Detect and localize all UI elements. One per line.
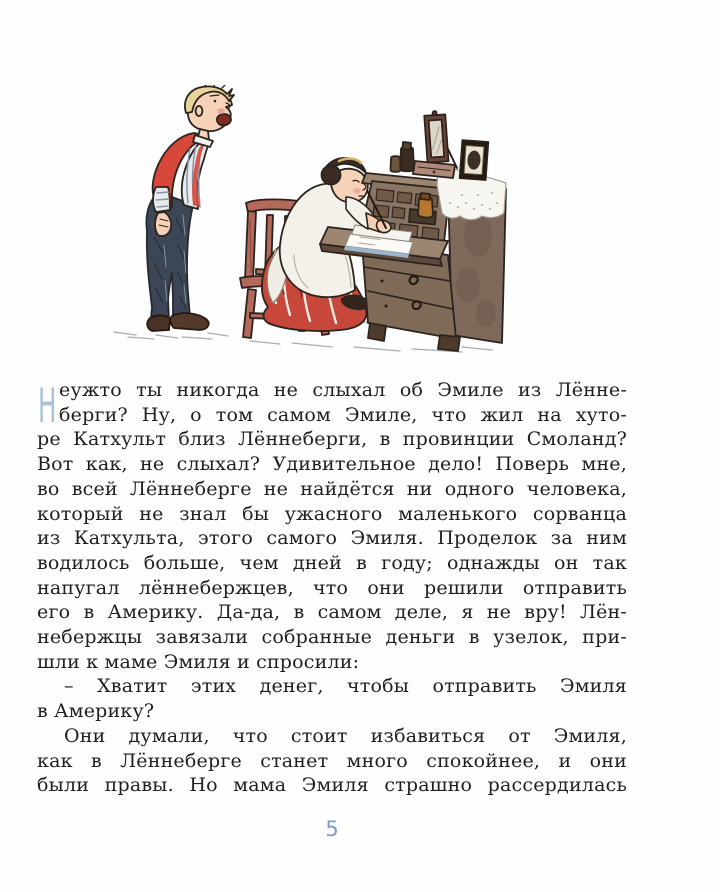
- text-line: его в Америку. Да-да, в самом деле, я не вру! Лён-: [37, 601, 627, 624]
- text-line: ре Катхульт близ Лённеберги, в провинции Смоланд?: [37, 428, 627, 451]
- text-line: который не знал бы ужасного маленького сорванца: [37, 502, 627, 525]
- text-line: берги? Ну, о том самом Эмиле, что жил на хуто-: [59, 403, 627, 426]
- text-line: во всей Лённеберге не найдётся ни одного человека,: [37, 477, 627, 500]
- text-line: – Хватит этих денег, чтобы отправить Эмиля: [64, 675, 627, 698]
- dropcap-letter: Н: [38, 379, 57, 434]
- text-line: Они думали, что стоит избавиться от Эмиля,: [64, 724, 627, 747]
- story-text: [37, 378, 627, 798]
- emil-figure: [146, 85, 234, 331]
- picture-frame: [460, 140, 489, 180]
- text-line: в Америку?: [37, 700, 155, 723]
- book-illustration: [110, 85, 515, 355]
- first-paragraph-start: [37, 378, 627, 434]
- text-line: небержцы завязали собранные деньги в узелок, при-: [37, 626, 627, 649]
- text-line: из Катхульта, этого самого Эмиля. Проделок за ним: [37, 527, 627, 550]
- text-line: как в Лённеберге станет много спокойнее, и они: [37, 749, 627, 772]
- mirror: [424, 110, 449, 162]
- text-line: Вот как, не слыхал? Удивительное дело! Поверь мне,: [37, 453, 627, 476]
- text-line: напугал лённебержцев, что они решили отправить: [37, 576, 627, 599]
- text-line: еужто ты никогда не слыхал об Эмиле из Лённе-: [59, 379, 627, 401]
- page-number: 5: [325, 817, 339, 841]
- text-line: шли к маме Эмиля и спросили:: [37, 650, 360, 673]
- text-line: водилось больше, чем дней в году; однажды он так: [37, 551, 627, 574]
- ink-jar: [391, 142, 415, 172]
- text-line: были правы. Но мама Эмиля страшно рассердилась: [37, 774, 627, 797]
